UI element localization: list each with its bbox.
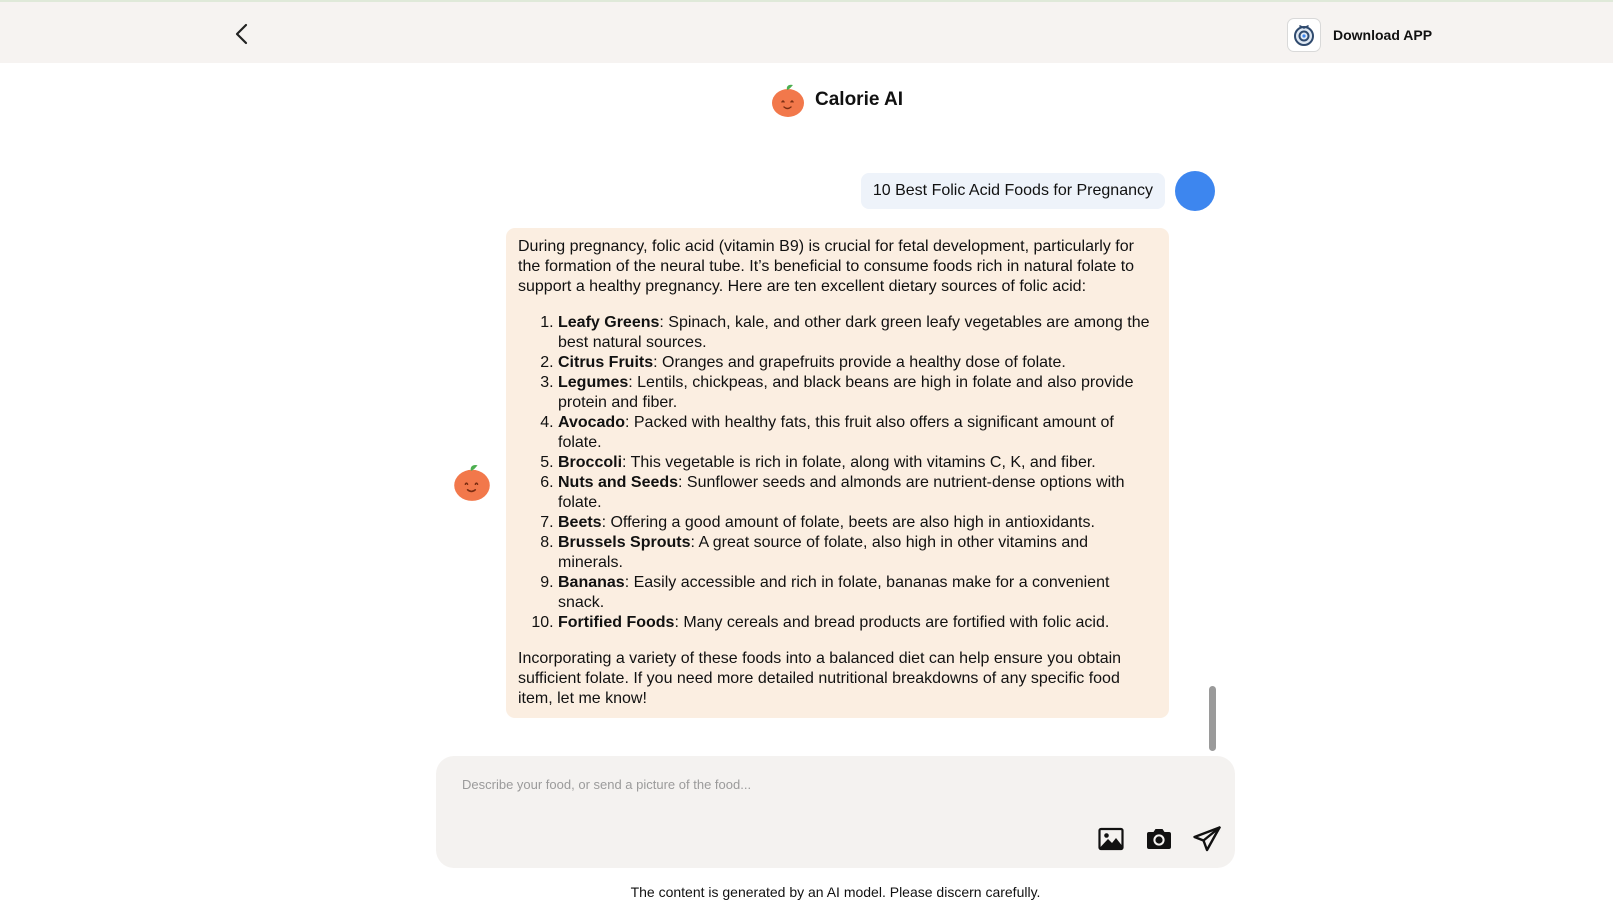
food-list-item [558, 513, 1157, 533]
food-item-description: : Sunflower seeds and almonds are nutrient-dense options with folate. [558, 474, 1125, 511]
food-item-title: Nuts and Seeds [558, 474, 679, 491]
send-icon [1193, 826, 1221, 852]
user-message-bubble: 10 Best Folic Acid Foods for Pregnancy [861, 173, 1165, 209]
chat-scrollbar[interactable] [1209, 686, 1216, 751]
brand-header [770, 82, 903, 118]
user-message-row [861, 171, 1215, 211]
download-app-label: Download APP [1333, 27, 1433, 43]
food-item-description: : A great source of folate, also high in other vitamins and minerals. [558, 534, 1089, 571]
food-list-item [558, 533, 1157, 573]
food-list-item [558, 613, 1157, 633]
top-bar [0, 0, 1613, 63]
food-item-description: : This vegetable is rich in folate, along with vitamins C, K, and fiber. [622, 454, 1096, 471]
send-button[interactable] [1192, 824, 1222, 854]
download-app-link[interactable] [1287, 17, 1432, 53]
bot-outro-text: Incorporating a variety of these foods into a balanced diet can help ensure you obtain sufficient folate. If you need more detailed nutritional breakdowns of any specific food item, let me know! [518, 650, 1122, 707]
food-list-item [558, 353, 1157, 373]
food-item-title: Broccoli [558, 454, 623, 471]
food-list [558, 313, 1157, 633]
food-list-item [558, 313, 1157, 353]
chevron-left-icon [234, 23, 250, 45]
upload-image-button[interactable] [1096, 824, 1126, 854]
food-item-description: : Packed with healthy fats, this fruit also offers a significant amount of folate. [558, 414, 1114, 451]
tomato-mascot-icon [452, 462, 492, 502]
food-item-description: : Many cereals and bread products are fortified with folic acid. [674, 614, 1110, 631]
food-item-description: : Spinach, kale, and other dark green leafy vegetables are among the best natural sources. [558, 314, 1150, 351]
food-item-title: Leafy Greens [558, 314, 660, 331]
bot-message-bubble [506, 228, 1169, 718]
back-button[interactable] [228, 20, 256, 48]
food-item-title: Avocado [558, 414, 625, 431]
food-item-title: Legumes [558, 374, 629, 391]
bot-avatar [452, 462, 492, 507]
tomato-mascot-icon [770, 82, 806, 118]
message-input[interactable] [462, 774, 1022, 794]
food-item-title: Citrus Fruits [558, 354, 654, 371]
message-composer [436, 756, 1235, 868]
food-item-title: Brussels Sprouts [558, 534, 691, 551]
food-item-title: Fortified Foods [558, 614, 675, 631]
bot-intro-text: During pregnancy, folic acid (vitamin B9) is crucial for fetal development, particularly for the formation of the neural tube. It’s beneficial to consume foods rich in natural folate to support a healthy pregnancy. Here are ten excellent dietary sources of folic acid: [518, 238, 1135, 295]
food-item-title: Bananas [558, 574, 625, 591]
camera-lens-app-icon [1287, 18, 1321, 52]
camera-icon [1145, 827, 1173, 851]
ai-disclaimer: The content is generated by an AI model. Please discern carefully. [630, 884, 1041, 900]
image-upload-icon [1098, 827, 1124, 851]
food-item-description: : Oranges and grapefruits provide a healthy dose of folate. [653, 354, 1066, 371]
food-item-title: Beets [558, 514, 602, 531]
food-list-item [558, 453, 1157, 473]
camera-button[interactable] [1144, 824, 1174, 854]
food-item-description: : Easily accessible and rich in folate, bananas make for a convenient snack. [558, 574, 1110, 611]
food-list-item [558, 473, 1157, 513]
food-list-item [558, 413, 1157, 453]
brand-title: Calorie AI [815, 89, 903, 110]
user-avatar [1175, 171, 1215, 211]
food-list-item [558, 373, 1157, 413]
food-list-item [558, 573, 1157, 613]
food-item-description: : Lentils, chickpeas, and black beans are high in folate and also provide protein and fiber. [558, 374, 1134, 411]
food-item-description: : Offering a good amount of folate, beets are also high in antioxidants. [601, 514, 1095, 531]
